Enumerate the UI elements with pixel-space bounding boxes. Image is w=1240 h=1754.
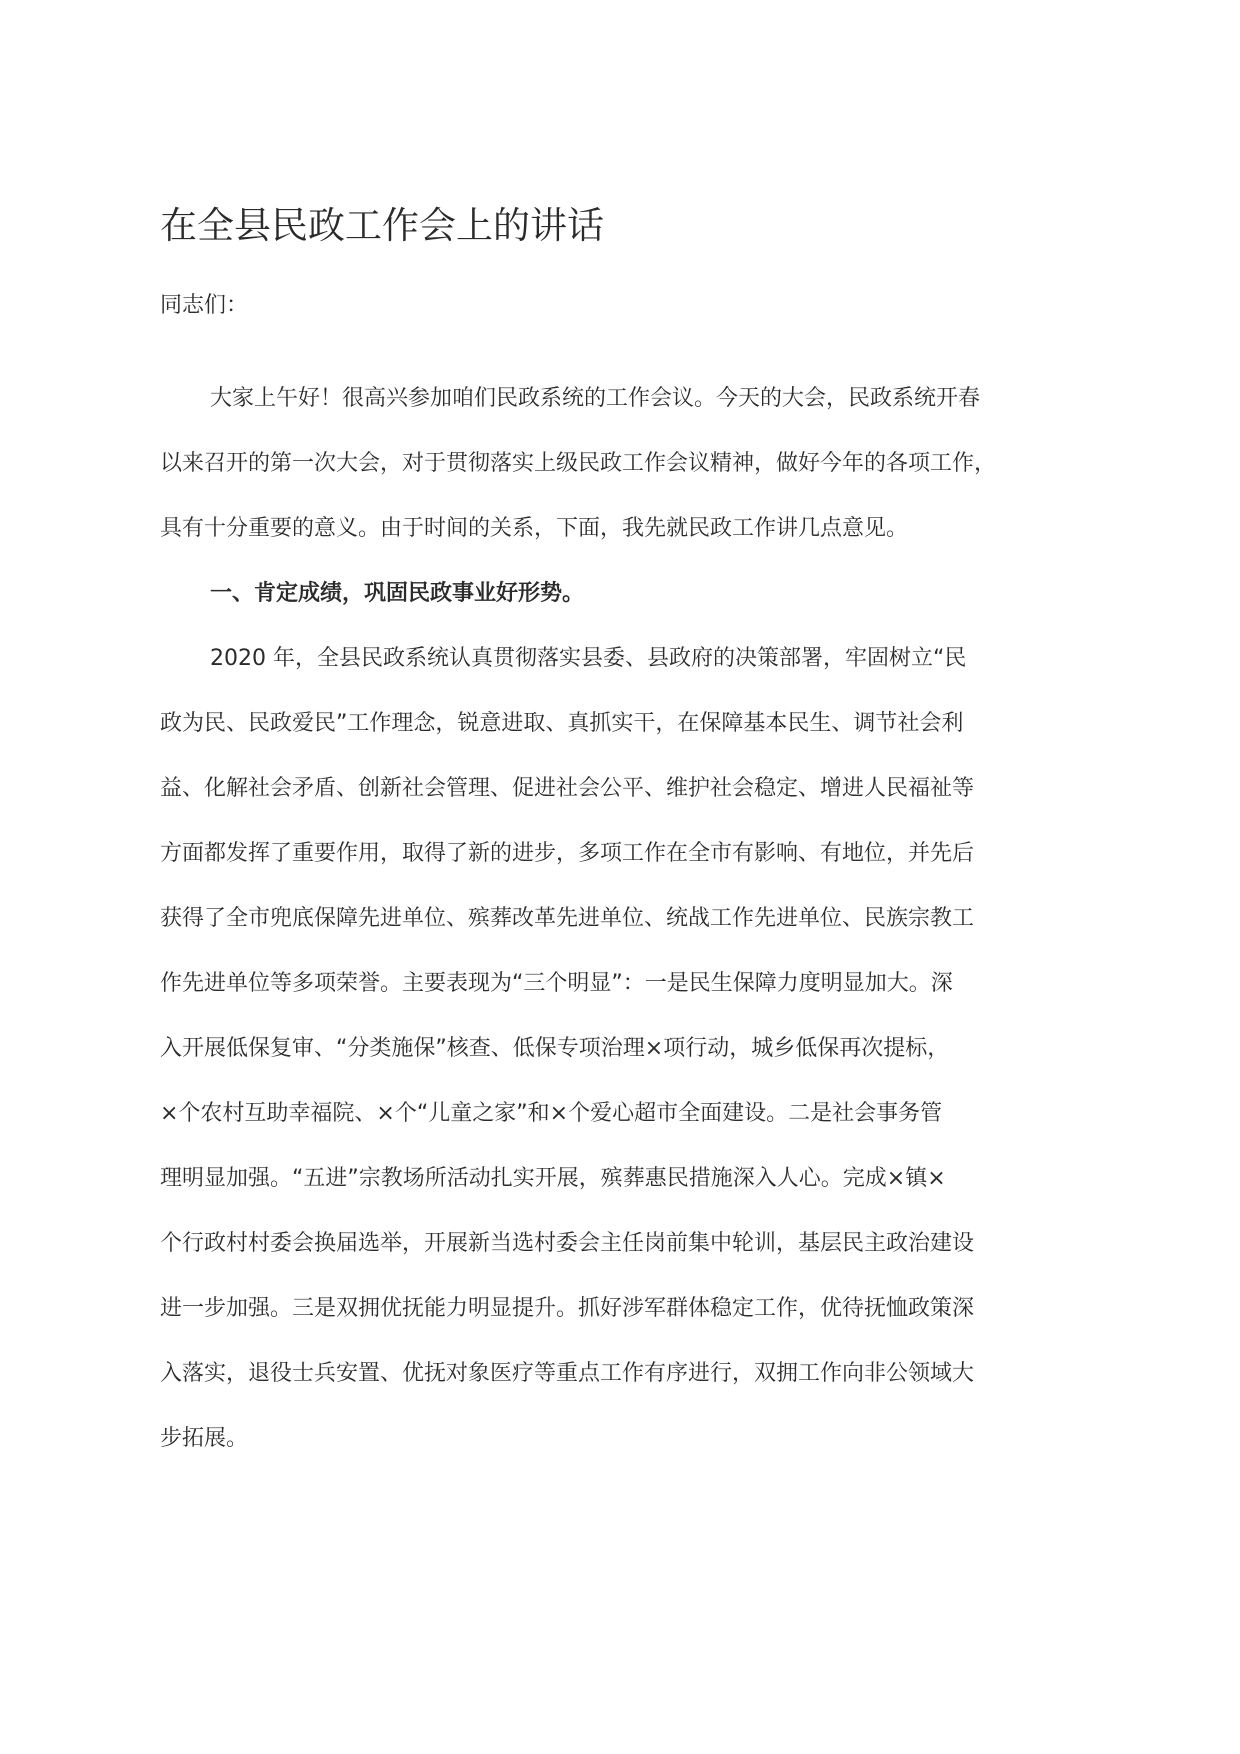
text-line: 个行政村村委会换届选举，开展新当选村委会主任岗前集中轮训，基层民主政治建设 (160, 1231, 975, 1256)
salutation: 同志们： (160, 293, 249, 318)
section-paragraph (160, 626, 1100, 1471)
text-line: 进一步加强。三是双拥优抚能力明显提升。抓好涉军群体稳定工作，优待抚恤政策深 (160, 1296, 975, 1321)
intro-paragraph (160, 366, 1100, 561)
text-line: 益、化解社会矛盾、创新社会管理、促进社会公平、维护社会稳定、增进人民福祉等 (160, 776, 975, 801)
text-line: 获得了全市兜底保障先进单位、殡葬改革先进单位、统战工作先进单位、民族宗教工 (160, 906, 975, 931)
text-line: 以来召开的第一次大会，对于贯彻落实上级民政工作会议精神，做好今年的各项工作， (160, 451, 997, 476)
text-line: 政为民、民政爱民”工作理念，锐意进取、真抓实干，在保障基本民生、调节社会利 (160, 711, 964, 736)
text-line: 具有十分重要的意义。由于时间的关系，下面，我先就民政工作讲几点意见。 (160, 516, 909, 541)
section-heading-text: 一、肯定成绩，巩固民政事业好形势。 (210, 581, 585, 606)
text-line: 方面都发挥了重要作用，取得了新的进步，多项工作在全市有影响、有地位，并先后 (160, 841, 975, 866)
text-line: 2020 年，全县民政系统认真贯彻落实县委、县政府的决策部署，牢固树立“民 (210, 646, 967, 671)
text-line: 入开展低保复审、“分类施保”核查、低保专项治理×项行动，城乡低保再次提标， (160, 1036, 950, 1061)
section-heading (160, 561, 1100, 626)
text-line: 入落实，退役士兵安置、优抚对象医疗等重点工作有序进行，双拥工作向非公领域大 (160, 1361, 975, 1386)
text-line: 作先进单位等多项荣誉。主要表现为“三个明显”：一是民生保障力度明显加大。深 (160, 971, 953, 996)
text-line: ×个农村互助幸福院、×个“儿童之家”和×个爱心超市全面建设。二是社会事务管 (160, 1101, 943, 1126)
text-line: 大家上午好！很高兴参加咱们民政系统的工作会议。今天的大会，民政系统开春 (210, 386, 981, 411)
text-line: 理明显加强。“五进”宗教场所活动扎实开展，殡葬惠民措施深入人心。完成×镇× (160, 1166, 946, 1191)
document-title: 在全县民政工作会上的讲话 (160, 204, 604, 247)
text-line: 步拓展。 (160, 1426, 249, 1451)
document-body (160, 366, 1100, 1471)
